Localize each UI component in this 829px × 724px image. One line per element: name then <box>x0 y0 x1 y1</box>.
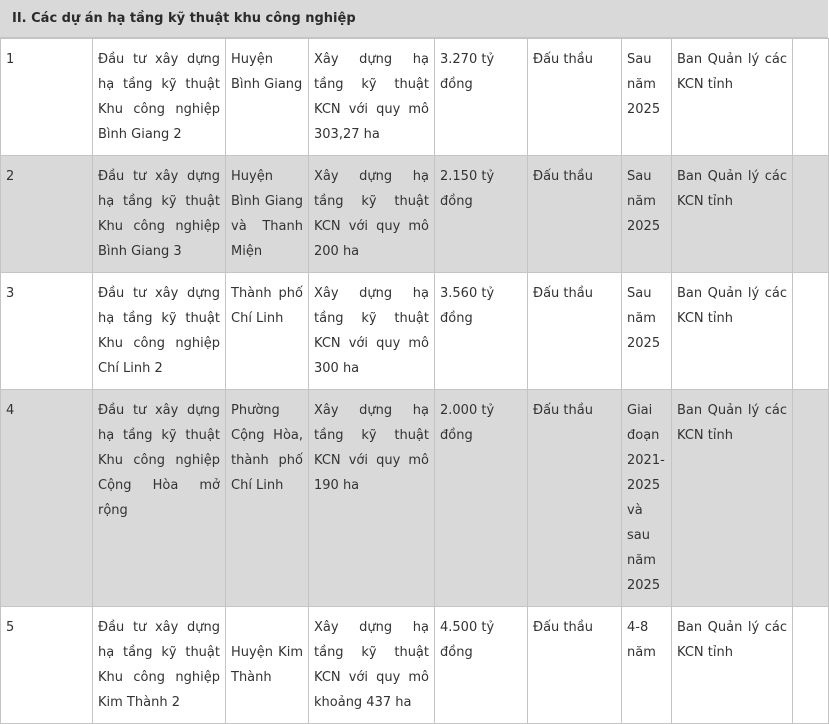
cell-capital: 2.000 tỷ đồng <box>435 390 528 607</box>
cell-scale: Xây dựng hạ tầng kỹ thuật KCN với quy mô khoảng 437 ha <box>309 607 435 724</box>
cell-extra <box>793 273 829 390</box>
cell-agency: Ban Quản lý các KCN tỉnh <box>672 390 793 607</box>
cell-project-name: Đầu tư xây dựng hạ tầng kỹ thuật Khu công nghiệp Kim Thành 2 <box>93 607 226 724</box>
cell-project-name: Đầu tư xây dựng hạ tầng kỹ thuật Khu công nghiệp Bình Giang 2 <box>93 39 226 156</box>
projects-table <box>0 38 829 724</box>
table-row <box>1 390 829 607</box>
cell-time: Giai đoạn 2021-2025 và sau năm 2025 <box>622 390 672 607</box>
cell-agency: Ban Quản lý các KCN tỉnh <box>672 156 793 273</box>
table-row <box>1 39 829 156</box>
cell-capital: 3.270 tỷ đồng <box>435 39 528 156</box>
cell-agency: Ban Quản lý các KCN tỉnh <box>672 273 793 390</box>
cell-extra <box>793 607 829 724</box>
cell-agency: Ban Quản lý các KCN tỉnh <box>672 607 793 724</box>
cell-time: Sau năm 2025 <box>622 156 672 273</box>
cell-capital: 3.560 tỷ đồng <box>435 273 528 390</box>
cell-form: Đấu thầu <box>528 39 622 156</box>
cell-no: 3 <box>1 273 93 390</box>
cell-scale: Xây dựng hạ tầng kỹ thuật KCN với quy mô 303,27 ha <box>309 39 435 156</box>
cell-extra <box>793 390 829 607</box>
cell-form: Đấu thầu <box>528 390 622 607</box>
cell-location: Huyện Bình Giang <box>226 39 309 156</box>
cell-no: 1 <box>1 39 93 156</box>
cell-scale: Xây dựng hạ tầng kỹ thuật KCN với quy mô 190 ha <box>309 390 435 607</box>
cell-form: Đấu thầu <box>528 156 622 273</box>
cell-time: Sau năm 2025 <box>622 273 672 390</box>
table-row <box>1 607 829 724</box>
cell-form: Đấu thầu <box>528 273 622 390</box>
cell-project-name: Đầu tư xây dựng hạ tầng kỹ thuật Khu công nghiệp Cộng Hòa mở rộng <box>93 390 226 607</box>
cell-location: Huyện Bình Giang và Thanh Miện <box>226 156 309 273</box>
cell-project-name: Đầu tư xây dựng hạ tầng kỹ thuật Khu công nghiệp Bình Giang 3 <box>93 156 226 273</box>
cell-no: 4 <box>1 390 93 607</box>
cell-location: Thành phố Chí Linh <box>226 273 309 390</box>
cell-location: Phường Cộng Hòa, thành phố Chí Linh <box>226 390 309 607</box>
cell-capital: 4.500 tỷ đồng <box>435 607 528 724</box>
cell-project-name: Đầu tư xây dựng hạ tầng kỹ thuật Khu công nghiệp Chí Linh 2 <box>93 273 226 390</box>
cell-location: Huyện Kim Thành <box>226 607 309 724</box>
cell-time: Sau năm 2025 <box>622 39 672 156</box>
cell-scale: Xây dựng hạ tầng kỹ thuật KCN với quy mô 200 ha <box>309 156 435 273</box>
cell-time: 4-8 năm <box>622 607 672 724</box>
section-title: II. Các dự án hạ tầng kỹ thuật khu công nghiệp <box>0 0 828 38</box>
table-row <box>1 273 829 390</box>
cell-extra <box>793 39 829 156</box>
table-row <box>1 156 829 273</box>
cell-form: Đấu thầu <box>528 607 622 724</box>
cell-agency: Ban Quản lý các KCN tỉnh <box>672 39 793 156</box>
cell-no: 2 <box>1 156 93 273</box>
cell-capital: 2.150 tỷ đồng <box>435 156 528 273</box>
cell-scale: Xây dựng hạ tầng kỹ thuật KCN với quy mô 300 ha <box>309 273 435 390</box>
cell-extra <box>793 156 829 273</box>
cell-no: 5 <box>1 607 93 724</box>
